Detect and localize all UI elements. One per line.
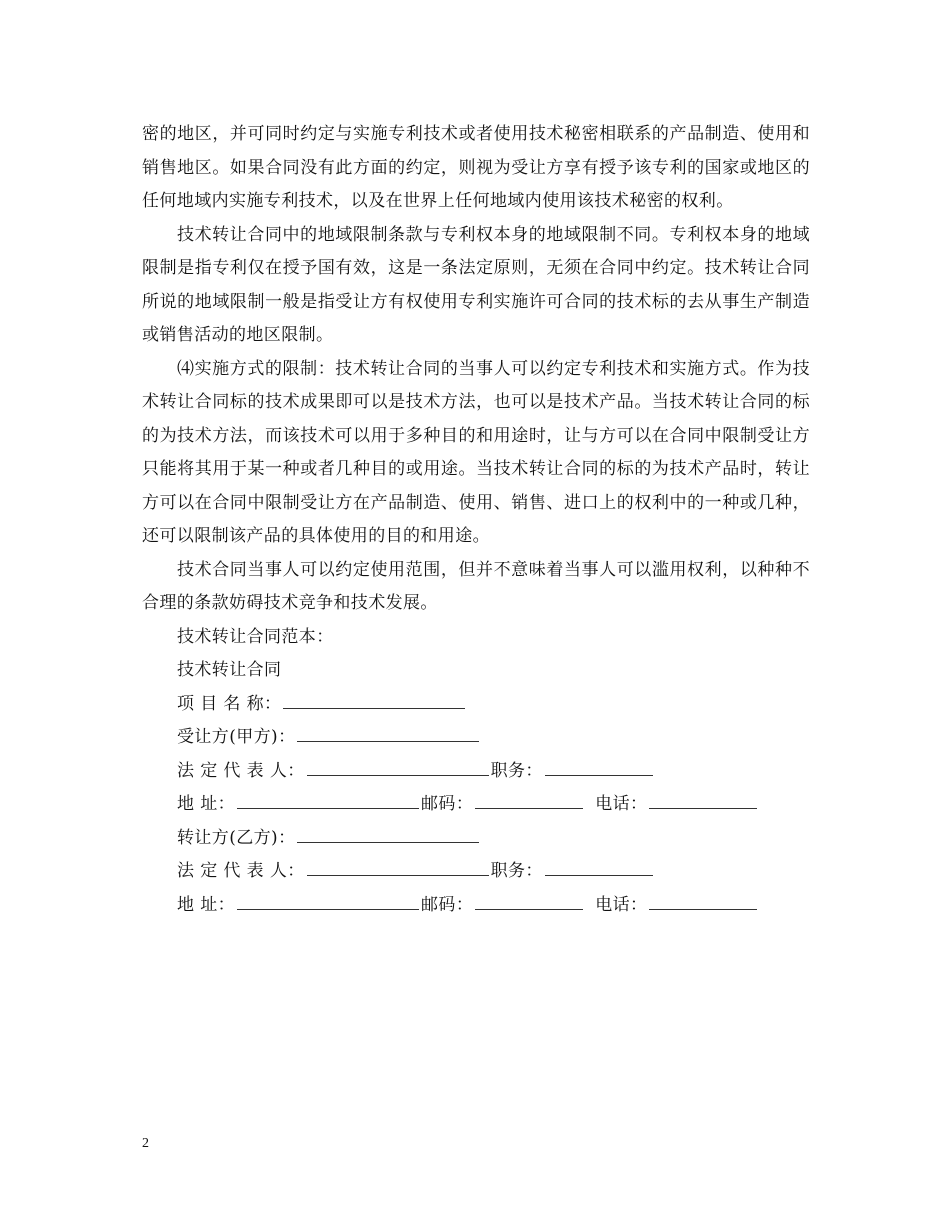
party-b-rep-blank (307, 855, 489, 876)
party-b-position-blank (545, 855, 653, 876)
party-a-rep-label: 法 定 代 表 人： (177, 760, 305, 781)
party-a-address-row (142, 788, 810, 822)
party-a-postcode-blank (475, 788, 583, 809)
party-b-rep-label: 法 定 代 表 人： (177, 861, 305, 881)
party-a-rep-blank (307, 755, 489, 776)
party-b-postcode-blank (475, 889, 583, 910)
party-a-rep-row (142, 755, 810, 789)
party-a-address-blank (237, 788, 419, 809)
party-a-position-label: 职务： (490, 760, 543, 781)
party-b-phone-label: 电话： (595, 894, 648, 915)
party-a-blank (297, 721, 479, 742)
party-b-address-blank (237, 889, 419, 910)
party-b-rep-row (142, 855, 810, 889)
paragraph-territory-scope: 密的地区，并可同时约定与实施专利技术或者使用技术秘密相联系的产品制造、使用和销售地区。如果合同没有此方面的约定，则视为受让方享有授予该专利的国家或地区的任何地域内实施专利技术，以及在世界上任何地域内使用该技术秘密的权利。 (142, 124, 810, 211)
page-content (142, 118, 810, 922)
project-name-row (142, 688, 810, 722)
party-b-address-label: 地 址： (177, 894, 236, 915)
project-name-label: 项 目 名 称： (177, 693, 282, 714)
party-b-label: 转让方(乙方)： (177, 827, 296, 848)
party-b-row (142, 822, 810, 856)
template-intro: 技术转让合同范本： (177, 626, 334, 647)
party-b-position-label: 职务： (490, 861, 543, 881)
party-b-address-row (142, 889, 810, 923)
party-a-postcode-label: 邮码： (421, 794, 474, 814)
party-a-address-label: 地 址： (177, 794, 236, 814)
contract-title: 技术转让合同 (177, 660, 282, 680)
party-a-label: 受让方(甲方)： (177, 727, 296, 747)
party-a-position-blank (545, 755, 653, 776)
paragraph-territory-difference: 技术转让合同中的地域限制条款与专利权本身的地域限制不同。专利权本身的地域限制是指专利仅在授予国有效，这是一条法定原则，无须在合同中约定。技术转让合同所说的地域限制一般是指受让方有权使用专利实施许可合同的技术标的去从事生产制造或销售活动的地区限制。 (142, 224, 810, 345)
paragraph-implementation-limits: ⑷实施方式的限制：技术转让合同的当事人可以约定专利技术和实施方式。作为技术转让合同标的技术成果即可以是技术方法，也可以是技术产品。当技术转让合同的标的为技术方法，而该技术可以用于多种目的和用途时，让与方可以在合同中限制受让方只能将其用于某一种或者几种目的或用途。当技术转让合同的标的为技术产品时，转让方可以在合同中限制受让方在产品制造、使用、销售、进口上的权利中的一种或几种，还可以限制该产品的具体使用的目的和用途。 (142, 358, 810, 546)
party-a-row (142, 721, 810, 755)
paragraph-abuse-of-rights: 技术合同当事人可以约定使用范围，但并不意味着当事人可以滥用权利，以种种不合理的条款妨碍技术竞争和技术发展。 (142, 559, 810, 613)
party-b-phone-blank (649, 889, 757, 910)
party-a-phone-label: 电话： (595, 794, 648, 814)
project-name-blank (283, 688, 465, 709)
party-b-blank (297, 822, 479, 843)
page-number: 2 (142, 1136, 149, 1151)
party-b-postcode-label: 邮码： (421, 894, 474, 915)
party-a-phone-blank (649, 788, 757, 809)
